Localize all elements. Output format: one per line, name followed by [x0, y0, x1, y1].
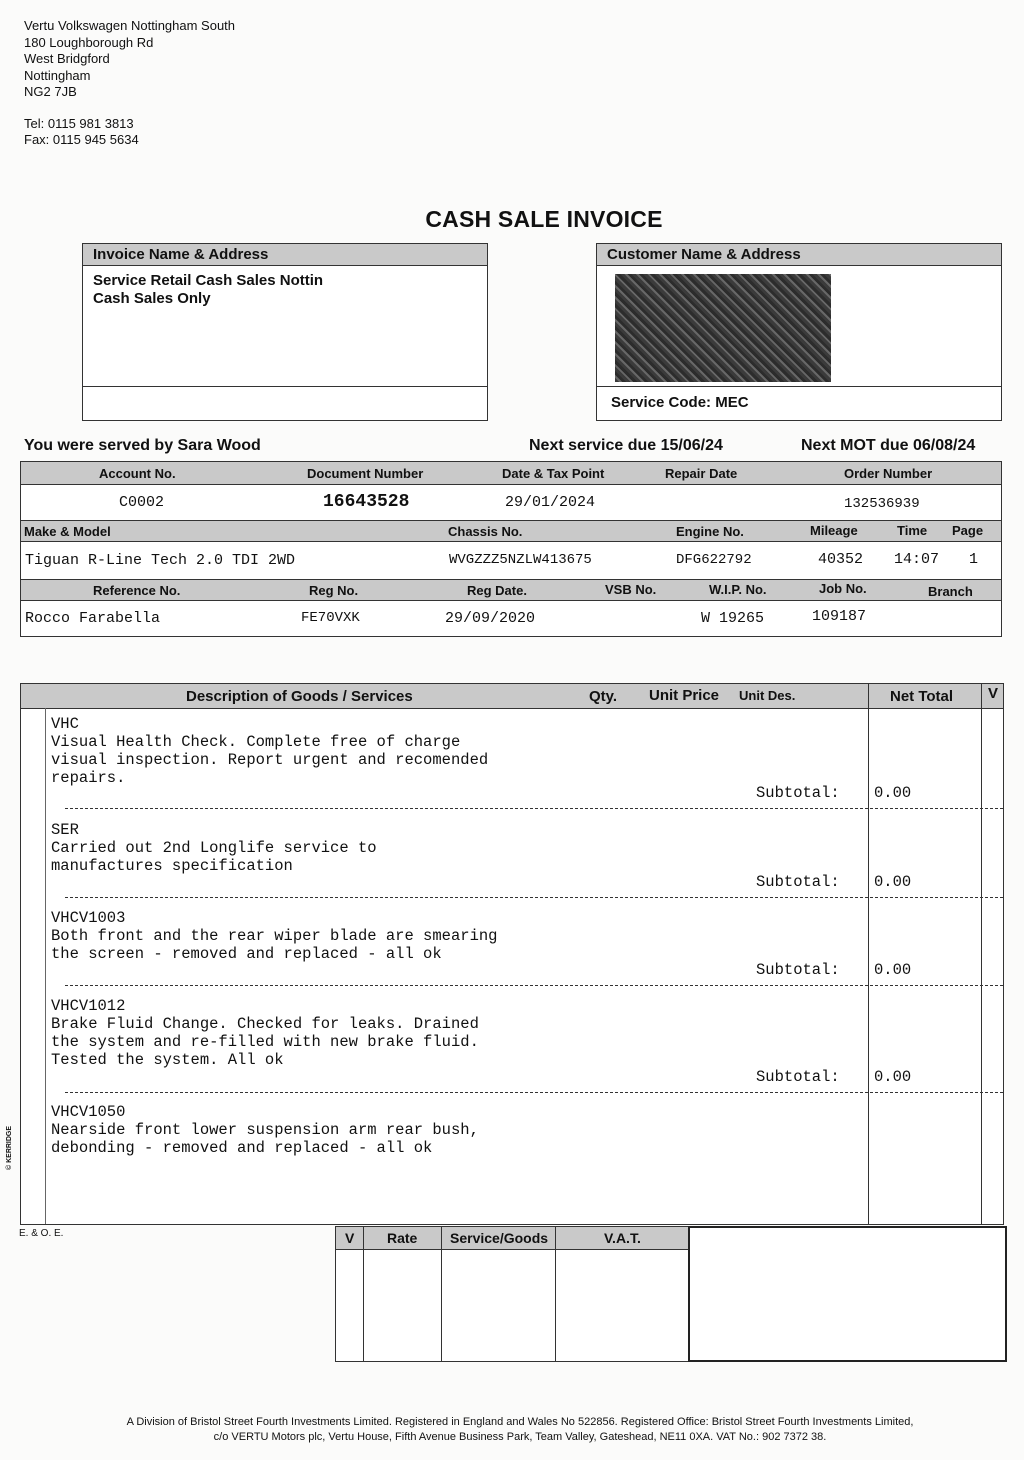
items-table [20, 683, 1004, 1225]
item-code: VHC [51, 715, 79, 733]
next-mot-due: Next MOT due 06/08/24 [801, 437, 976, 454]
header-order-number: Order Number [844, 466, 933, 481]
header-mileage: Mileage [810, 523, 858, 538]
column-divider [868, 684, 869, 1224]
address-line: Nottingham [24, 67, 91, 83]
subtotal-label: Subtotal: [756, 1068, 840, 1086]
item-description: Brake Fluid Change. Checked for leaks. Drained the system and re-filled with new brake fluid. Tested the system. All ok [51, 1015, 479, 1069]
header-job-no: Job No. [819, 581, 867, 596]
item-separator [65, 1092, 1003, 1093]
kerridge-note: © KERRIDGE [6, 1125, 13, 1170]
header-make-model: Make & Model [24, 524, 111, 539]
footer-line-2: c/o VERTU Motors plc, Vertu House, Fifth Avenue Business Park, Team Valley, Gateshead, NE11 0XA. VAT No.: 902 7372 38. [213, 1431, 827, 1443]
vat-header-v: V [345, 1230, 355, 1246]
next-service-due: Next service due 15/06/24 [529, 437, 723, 454]
header-branch: Branch [928, 584, 973, 599]
item-separator [65, 985, 1003, 986]
header-chassis-no: Chassis No. [448, 524, 523, 539]
order-number: 132536939 [844, 496, 920, 512]
served-by: You were served by Sara Wood [24, 437, 261, 454]
item-separator [65, 808, 1003, 809]
subtotal-label: Subtotal: [756, 961, 840, 979]
vat-header-vat: V.A.T. [604, 1230, 641, 1246]
make-model: Tiguan R-Line Tech 2.0 TDI 2WD [25, 552, 296, 569]
reg-no: FE70VXK [301, 610, 360, 626]
subtotal-label: Subtotal: [756, 784, 840, 802]
header-reference-no: Reference No. [93, 583, 181, 598]
mileage: 40352 [818, 551, 864, 568]
dealer-name: Vertu Volkswagen Nottingham South [24, 18, 236, 33]
header-unit-des: Unit Des. [739, 688, 796, 703]
item-net-total: 0.00 [874, 873, 912, 891]
footer-line-1: A Division of Bristol Street Fourth Investments Limited. Registered in England and Wales No 522856. Registered Office: Bristol Street Fourth Investments Limited, [126, 1416, 914, 1428]
item-code: VHCV1003 [51, 909, 126, 927]
item-code: VHCV1050 [51, 1103, 126, 1121]
details-header-row [21, 579, 1001, 601]
header-engine-no: Engine No. [676, 524, 744, 539]
item-net-total: 0.00 [874, 961, 912, 979]
vehicle-details-grid [20, 461, 1002, 637]
totals-box [688, 1226, 1007, 1362]
details-header-row [21, 462, 1001, 485]
document-number: 16643528 [323, 492, 410, 512]
dealer-address [24, 18, 235, 101]
header-vsb-no: VSB No. [605, 582, 657, 597]
wip-no: W 19265 [701, 610, 765, 627]
header-unit-price: Unit Price [649, 687, 720, 704]
column-divider [555, 1227, 556, 1361]
vat-header-service-goods: Service/Goods [450, 1230, 549, 1246]
header-qty: Qty. [589, 688, 618, 705]
item-net-total: 0.00 [874, 1068, 912, 1086]
column-divider [45, 708, 46, 1224]
dealer-contact [24, 116, 139, 148]
vat-header-rate: Rate [387, 1230, 418, 1246]
invoice-box-header: Invoice Name & Address [83, 244, 487, 266]
item-separator [65, 897, 1003, 898]
header-account-no: Account No. [99, 466, 176, 481]
column-divider [363, 1227, 364, 1361]
vat-header-row [336, 1227, 689, 1250]
header-page: Page [952, 523, 984, 538]
header-description: Description of Goods / Services [186, 688, 413, 705]
subtotal-label: Subtotal: [756, 873, 840, 891]
details-header-row [21, 520, 1001, 542]
header-reg-date: Reg Date. [467, 583, 527, 598]
box-divider [83, 386, 487, 387]
dealer-fax: Fax: 0115 945 5634 [24, 132, 139, 147]
address-line: West Bridgford [24, 51, 110, 66]
header-document-number: Document Number [307, 466, 424, 481]
column-divider [981, 684, 982, 1224]
box-divider [597, 386, 1001, 387]
customer-address-box [596, 243, 1002, 421]
item-description: Both front and the rear wiper blade are smearing the screen - removed and replaced - all ok [51, 927, 498, 963]
dealer-tel: Tel: 0115 981 3813 [24, 116, 134, 131]
date-tax-point: 29/01/2024 [505, 494, 596, 511]
address-line: NG2 7JB [24, 84, 77, 99]
header-net-total: Net Total [890, 688, 954, 705]
address-line: 180 Loughborough Rd [24, 34, 154, 50]
reg-date: 29/09/2020 [445, 610, 536, 627]
item-net-total: 0.00 [874, 784, 912, 802]
page-number: 1 [969, 551, 979, 568]
invoice-line: Service Retail Cash Sales Nottin [93, 272, 324, 289]
service-code: Service Code: MEC [611, 394, 749, 411]
reference-no: Rocco Farabella [25, 610, 161, 627]
invoice-line: Cash Sales Only [93, 290, 211, 307]
header-reg-no: Reg No. [309, 583, 359, 598]
invoice-title: CASH SALE INVOICE [425, 206, 663, 232]
engine-no: DFG622792 [676, 552, 752, 568]
vat-table [335, 1226, 690, 1362]
job-no: 109187 [812, 608, 867, 625]
account-no: C0002 [119, 494, 165, 511]
invoice-address-box [82, 243, 488, 421]
item-description: Nearside front lower suspension arm rear bush, debonding - removed and replaced - all ok [51, 1121, 479, 1157]
item-code: VHCV1012 [51, 997, 126, 1015]
chassis-no: WVGZZZ5NZLW413675 [449, 552, 592, 568]
header-wip-no: W.I.P. No. [709, 582, 767, 597]
header-date-tax-point: Date & Tax Point [502, 466, 605, 481]
item-description: Visual Health Check. Complete free of charge visual inspection. Report urgent and recomended repairs. [51, 733, 489, 787]
column-divider [441, 1227, 442, 1361]
header-repair-date: Repair Date [665, 466, 738, 481]
header-time: Time [897, 523, 928, 538]
header-v: V [988, 685, 999, 702]
item-description: Carried out 2nd Longlife service to manufactures specification [51, 839, 377, 875]
redacted-address [615, 274, 831, 382]
item-code: SER [51, 821, 79, 839]
items-header-row [21, 684, 1003, 709]
time: 14:07 [894, 551, 940, 568]
customer-box-header: Customer Name & Address [597, 244, 1001, 266]
errors-omissions: E. & O. E. [19, 1228, 64, 1239]
